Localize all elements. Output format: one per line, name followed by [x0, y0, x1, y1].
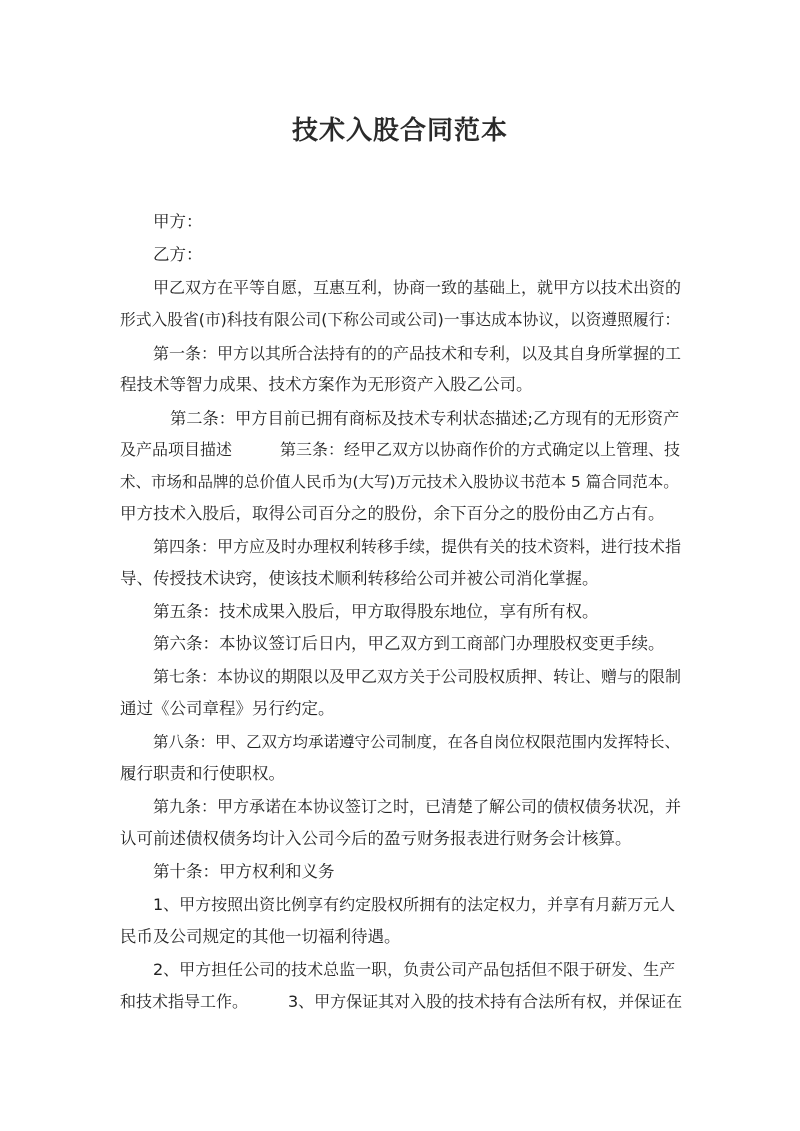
- paragraph-line: 第五条：技术成果入股后，甲方取得股东地位，享有所有权。: [153, 602, 599, 621]
- paragraph-line: 第一条：甲方以其所合法持有的的产品技术和专利，以及其自身所掌握的工: [153, 344, 682, 363]
- paragraph-line: 通过《公司章程》另行约定。: [120, 699, 335, 718]
- paragraph-line: 导、传授技术诀窍，使该技术顺利转移给公司并被公司消化掌握。: [120, 569, 599, 588]
- paragraph-line: 第九条：甲方承诺在本协议签订之时，已清楚了解公司的债权债务状况，并: [153, 797, 682, 816]
- party-b-line: 乙方：: [153, 245, 203, 264]
- paragraph-line: 第七条：本协议的期限以及甲乙双方关于公司股权质押、转让、赠与的限制: [153, 667, 682, 686]
- paragraph-line: 第六条：本协议签订后日内，甲乙双方到工商部门办理股权变更手续。: [153, 634, 665, 653]
- paragraph-line: 甲乙双方在平等自愿，互惠互利，协商一致的基础上，就甲方以技术出资的: [153, 278, 682, 297]
- paragraph-line: 程技术等智力成果、技术方案作为无形资产入股乙公司。: [120, 375, 533, 394]
- document-title: 技术入股合同范本: [291, 116, 508, 146]
- paragraph-line: 术、市场和品牌的总价值人民币为(大写)万元技术入股协议书范本 5 篇合同范本。: [120, 473, 679, 491]
- paragraph-line: 形式入股省(市)科技有限公司(下称公司或公司)一事达成本协议，以资遵照履行：: [120, 310, 681, 329]
- paragraph-line: 2、甲方担任公司的技术总监一职，负责公司产品包括但不限于研发、生产: [153, 960, 676, 979]
- paragraph-line: 第八条：甲、乙双方均承诺遵守公司制度，在各自岗位权限范围内发挥特长、: [153, 733, 681, 751]
- paragraph-line: 和技术指导工作。 3、甲方保证其对入股的技术持有合法所有权，并保证在: [120, 992, 683, 1011]
- paragraph-line: 第二条：甲方目前已拥有商标及技术专利状态描述;乙方现有的无形资产: [170, 409, 680, 428]
- paragraph-line: 认可前述债权债务均计入公司今后的盈亏财务报表进行财务会计核算。: [120, 829, 632, 848]
- paragraph-line: 及产品项目描述 第三条：经甲乙双方以协商作价的方式确定以上管理、技: [120, 440, 681, 459]
- paragraph-line: 第十条：甲方权利和义务: [153, 862, 335, 881]
- paragraph-line: 民币及公司规定的其他一切福利待遇。: [120, 927, 401, 946]
- paragraph-line: 甲方技术入股后，取得公司百分之的股份，余下百分之的股份由乙方占有。: [120, 504, 665, 523]
- paragraph-line: 履行职责和行使职权。: [120, 764, 285, 783]
- paragraph-line: 1、甲方按照出资比例享有约定股权所拥有的法定权力，并享有月薪万元人: [153, 895, 676, 914]
- party-a-line: 甲方：: [153, 212, 203, 231]
- paragraph-line: 第四条：甲方应及时办理权利转移手续，提供有关的技术资料，进行技术指: [153, 537, 682, 556]
